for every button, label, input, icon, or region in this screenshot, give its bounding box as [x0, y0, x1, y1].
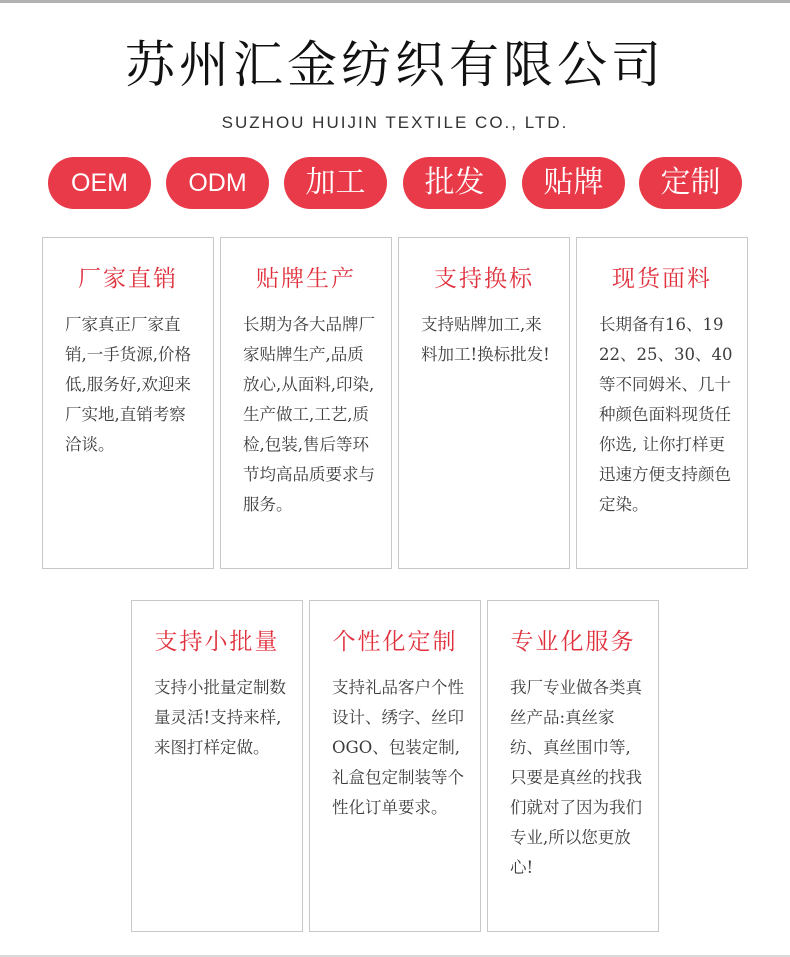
card-personalized-custom: [309, 600, 481, 932]
card-oem-production: [220, 237, 392, 569]
card-title: 支持换标: [434, 266, 534, 292]
card-title: 贴牌生产: [256, 266, 356, 292]
card-title: 个性化定制: [332, 629, 458, 655]
card-factory-direct: [42, 237, 214, 569]
card-small-batch: [131, 600, 303, 932]
top-divider: [0, 0, 790, 3]
card-description: 厂家真正厂家直销,一手货源,价格低,服务好,欢迎来厂实地,直销考察洽谈。: [65, 315, 191, 454]
card-professional-service: [487, 600, 659, 932]
service-tags: [48, 157, 743, 209]
card-description: 长期备有16、19 22、25、30、40等不同姆米、几十种颜色面料现货任你选, 让你打样更迅速方便支持颜色定染。: [599, 315, 733, 514]
card-title: 厂家直销: [78, 266, 178, 292]
tag-wholesale: 批发: [403, 157, 506, 209]
tag-custom: 定制: [639, 157, 742, 209]
tag-oem: OEM: [48, 157, 151, 209]
company-name-english: SUZHOU HUIJIN TEXTILE CO., LTD.: [221, 113, 569, 132]
card-description: 支持礼品客户个性设计、绣字、丝印OGO、包装定制,礼盒包定制装等个性化订单要求。: [332, 678, 464, 817]
card-title: 现货面料: [612, 266, 712, 292]
card-stock-fabric: [576, 237, 748, 569]
card-description: 支持贴牌加工,来料加工!换标批发!: [421, 315, 550, 364]
card-relabel: [398, 237, 570, 569]
company-name: 苏州汇金纺织有限公司: [125, 36, 665, 94]
card-description: 我厂专业做各类真丝产品:真丝家纺、真丝围巾等,只要是真丝的找我们就对了因为我们专业,所以您更放心!: [510, 678, 642, 877]
tag-oem-label: 贴牌: [522, 157, 625, 209]
card-title: 专业化服务: [510, 629, 636, 655]
card-title: 支持小批量: [154, 629, 280, 655]
card-description: 长期为各大品牌厂家贴牌生产,品质放心,从面料,印染, 生产做工,工艺,质检,包装,售后等环节均高品质要求与服务。: [243, 315, 375, 514]
tag-odm: ODM: [166, 157, 269, 209]
tag-processing: 加工: [284, 157, 387, 209]
card-description: 支持小批量定制数量灵活!支持来样,来图打样定做。: [154, 678, 286, 757]
